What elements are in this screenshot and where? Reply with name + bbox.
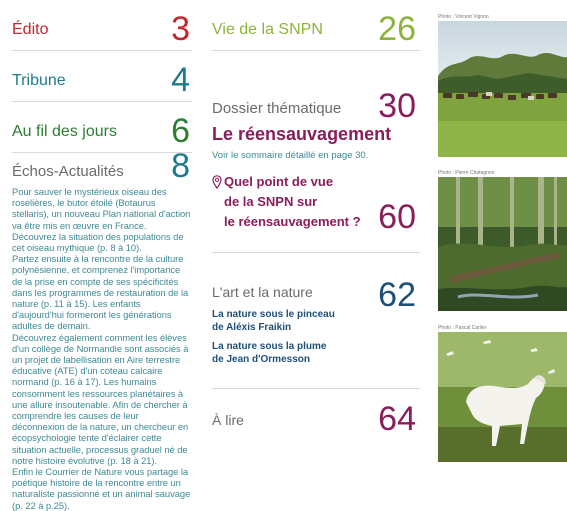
toc-page-number: 60	[378, 198, 416, 236]
toc-page-number: 26	[378, 10, 416, 48]
toc-page-number: 30	[378, 87, 416, 125]
toc-entry-tribune[interactable]	[12, 51, 192, 102]
toc-entry-dossier[interactable]	[212, 83, 420, 123]
map-pin-icon	[212, 175, 222, 189]
toc-page-number: 4	[171, 61, 190, 99]
toc-entry-question[interactable]	[212, 172, 420, 242]
toc-label: Échos-Actualités	[12, 163, 124, 180]
echos-paragraph: Enfin le Courrier de Nature vous partage la poétique histoire de la rencontre entre un naturaliste passionné et un animal sauvage (p. 22 à p.25).	[12, 466, 191, 511]
art-subentry-line: de Jean d'Ormesson	[212, 354, 310, 365]
toc-label: À lire	[212, 412, 244, 428]
toc-label: Édito	[12, 21, 49, 38]
toc-entry-echos[interactable]	[12, 147, 192, 185]
photo-caption: Photo : Pierre Chatagnon	[438, 170, 495, 176]
toc-page-number: 8	[171, 147, 190, 185]
middle-column	[212, 0, 420, 438]
photo-forest-stream	[438, 177, 567, 311]
toc-page-number: 64	[378, 400, 416, 438]
toc-page-number: 3	[171, 10, 190, 48]
photo-white-horse	[438, 332, 567, 462]
echos-summary	[12, 186, 192, 511]
art-subentry-line: La nature sous la plume	[212, 341, 327, 352]
toc-label: Au fil des jours	[12, 123, 117, 140]
toc-entry-fil[interactable]	[12, 102, 192, 153]
toc-entry-edito[interactable]	[12, 0, 192, 51]
photo-caption: Photo : Pascal Carlier	[438, 325, 487, 331]
question-line: de la SNPN sur	[224, 194, 318, 209]
echos-paragraph: Découvrez également comment les élèves d'un collège de Normandie sont associés à un projet de labellisation en Aire terrestre éducative (ATE) d'un coteau calcaire normand (p. 16 à 17). Les humains consomment les ressources planétaires à une allure insoutenable. Afin de chercher à comprendre les causes de leur déconnexion de la nature, un chercheur en écopsychologie tente d'éclairer cette situation actuelle, processus graduel né de notre histoire évolutive (p. 18 à 21).	[12, 331, 189, 466]
echos-paragraph: Partez ensuite à la rencontre de la culture polynésienne, et comprenez l'importance de la prise en compte de ses spécificités dans les programmes de restauration de la nature (p. 11 à 15). Les enfants d'aujourd'hui formeront les générations adultes de demain.	[12, 253, 189, 332]
divider	[212, 252, 420, 253]
toc-label: Tribune	[12, 72, 66, 89]
art-subentry-line: La nature sous le pinceau	[212, 309, 335, 320]
photo-meadow-horses	[438, 21, 567, 157]
left-column	[12, 0, 192, 511]
photo-caption: Photo : Vincent Vignon	[438, 14, 489, 20]
toc-page-number: 6	[171, 112, 190, 150]
toc-label: L'art et la nature	[212, 284, 313, 300]
toc-label: Dossier thématique	[212, 100, 342, 117]
divider	[212, 388, 420, 389]
toc-entry-vie[interactable]	[212, 0, 420, 51]
dossier-title: Le réensauvagement	[212, 124, 392, 144]
question-text	[224, 172, 364, 232]
art-subentry	[212, 308, 392, 334]
art-subentry	[212, 340, 392, 366]
toc-label: Vie de la SNPN	[212, 21, 323, 38]
question-line: le réensauvagement ?	[224, 214, 361, 229]
toc-entry-alire[interactable]	[212, 402, 420, 442]
echos-paragraph: Pour sauver le mystérieux oiseau des roselières, le butor étoilé (Botaurus stellaris), un nouveau Plan national d'action va être mis en œuvre en France. Découvrez la situation des populations de cet oiseau mythique (p. 8 à 10).	[12, 186, 191, 254]
art-subentry-line: de Aléxis Fraikin	[212, 322, 292, 333]
toc-page-number: 62	[378, 276, 416, 314]
dossier-note: Voir le sommaire détaillé en page 30.	[212, 150, 369, 161]
question-line: Quel point de vue	[224, 174, 334, 189]
